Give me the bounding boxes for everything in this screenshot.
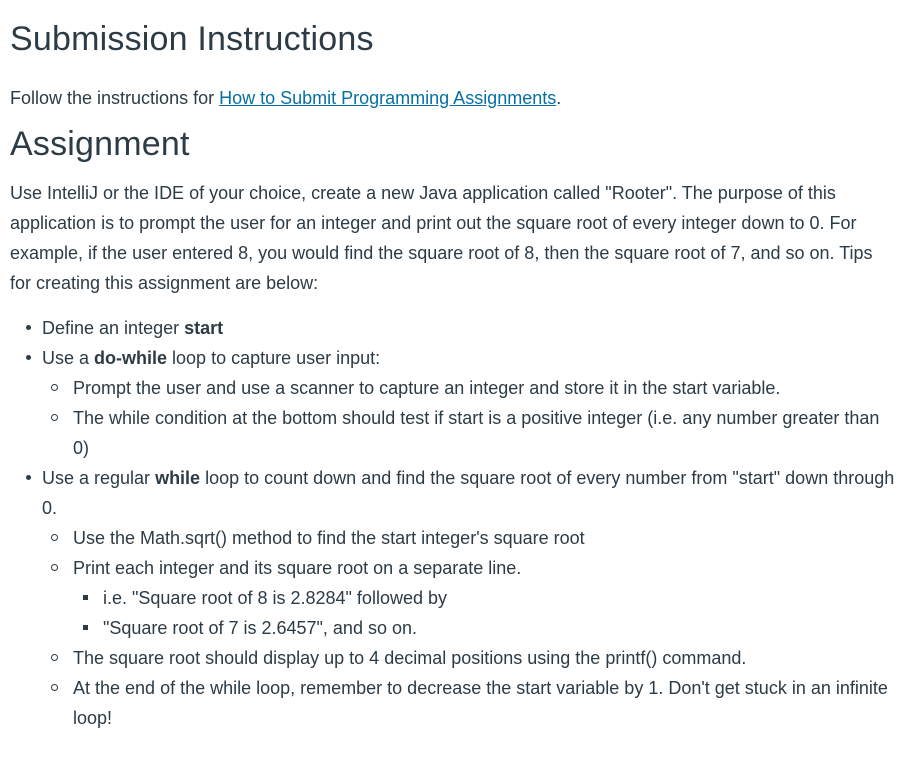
bullet-square-icon <box>78 583 92 613</box>
tip-text: Use a <box>42 348 95 368</box>
list-item <box>42 373 897 403</box>
sub-tip-text: Print each integer and its square root on a separate line. <box>73 558 522 578</box>
tip-bold: while <box>155 468 201 488</box>
bullet-disc-icon <box>21 463 35 493</box>
sub-tip-text: At the end of the while loop, remember to decrease the start variable by 1. Don't get stuck in an infinite loop! <box>73 678 888 728</box>
intro-prefix: Follow the instructions for <box>10 88 220 108</box>
tip-text: loop to capture user input: <box>167 348 381 368</box>
example-text: i.e. "Square root of 8 is 2.8284" followed by <box>103 588 447 608</box>
list-item <box>42 673 897 733</box>
list-item <box>10 343 897 463</box>
bullet-circle-icon <box>47 373 61 403</box>
list-item <box>42 403 897 463</box>
tips-list <box>10 313 897 733</box>
bullet-circle-icon <box>47 643 61 673</box>
list-item <box>10 313 897 343</box>
tip-text: Use a regular <box>42 468 156 488</box>
sub-list <box>42 523 897 733</box>
list-item <box>42 643 897 673</box>
tip-bold: start <box>184 318 224 338</box>
bullet-disc-icon <box>21 313 35 343</box>
bullet-circle-icon <box>47 523 61 553</box>
submission-heading: Submission Instructions <box>10 20 374 58</box>
bullet-square-icon <box>78 613 92 643</box>
tip-bold: do-while <box>94 348 168 368</box>
tip-text: Define an integer <box>42 318 185 338</box>
list-item <box>73 613 897 643</box>
bullet-circle-icon <box>47 403 61 433</box>
submission-intro <box>10 83 897 113</box>
sub-tip-text: The square root should display up to 4 decimal positions using the printf() command. <box>73 648 747 668</box>
how-to-submit-link[interactable]: How to Submit Programming Assignments <box>219 88 557 108</box>
assignment-description: Use IntelliJ or the IDE of your choice, create a new Java application called "Rooter". The purpose of this application is to prompt the user for an integer and print out the square root of every integer down to 0. For example, if the user entered 8, you would find the square root of 8, then the square root of 7, and so on. Tips for creating this assignment are below: <box>10 183 873 293</box>
sub-list <box>42 373 897 463</box>
bullet-circle-icon <box>47 673 61 703</box>
bullet-circle-icon <box>47 553 61 583</box>
assignment-heading: Assignment <box>10 125 190 163</box>
list-item <box>42 523 897 553</box>
list-item <box>42 553 897 643</box>
list-item <box>73 583 897 613</box>
sub-tip-text: The while condition at the bottom should test if start is a positive integer (i.e. any number greater than 0) <box>73 408 880 458</box>
sub-tip-text: Prompt the user and use a scanner to capture an integer and store it in the start variable. <box>73 378 781 398</box>
list-item <box>10 463 897 733</box>
sub-sub-list <box>73 583 897 643</box>
sub-tip-text: Use the Math.sqrt() method to find the start integer's square root <box>73 528 585 548</box>
intro-suffix: . <box>556 88 562 108</box>
bullet-disc-icon <box>21 343 35 373</box>
tip-text: loop to count down and find the square root of every number from "start" down through 0. <box>42 468 895 518</box>
example-text: "Square root of 7 is 2.6457", and so on. <box>103 618 417 638</box>
